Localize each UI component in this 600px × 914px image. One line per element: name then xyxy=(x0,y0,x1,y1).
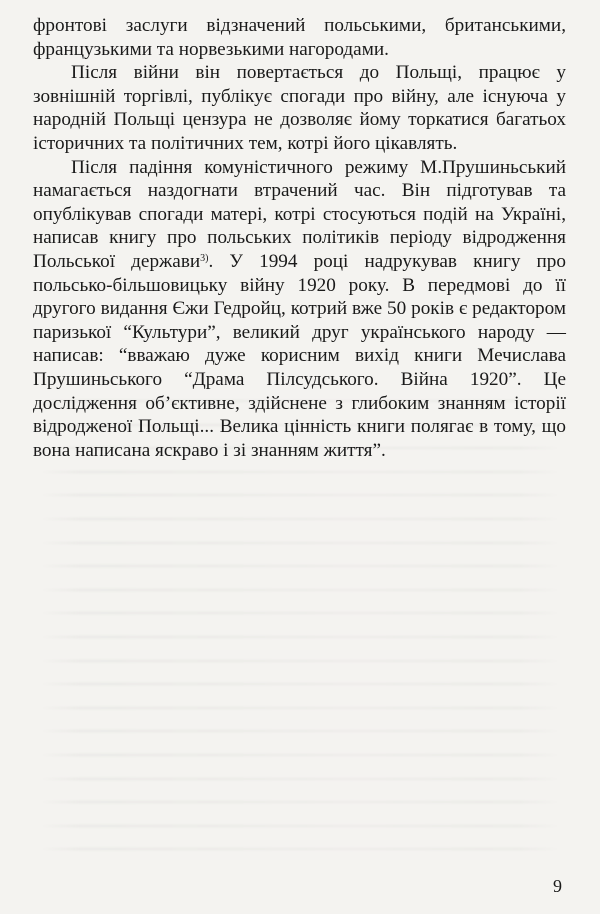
paragraph-2: Після війни він повертається до Польщі, працює у зовнішній торгівлі, публікує спогади про війну, але існуюча у народній Польщі цензура не дозволяє йому торкатися багатьох історичних та політичних тем, котрі його цікавлять. xyxy=(33,62,566,154)
body-text xyxy=(33,14,566,462)
page-number: 9 xyxy=(553,876,562,896)
paragraph-1: фронтові заслуги відзначений польськими, британськими, французькими та норвезькими нагородами. xyxy=(33,15,566,60)
show-through-texture xyxy=(40,400,560,860)
paragraph-3-text-end: . У 1994 році надрукував книгу про польсько-більшовицьку війну 1920 року. В передмові до її другого видання Єжи Гедройц, котрий вже 50 років є редактором паризької “Культури”, великий друг українського народу — написав: “вважаю дуже корисним вихід книги Мечислава Прушиньського “Драма Пілсудського. Війна 1920”. Це дослідження об’єктивне, здійснене з глибоким знанням історії відродженої Польщі... Велика цінність книги полягає в тому, що вона написана яскраво і зі знанням життя”. xyxy=(33,250,566,461)
footnote-mark: 3) xyxy=(200,252,209,264)
paragraph-3 xyxy=(33,156,566,463)
paragraph-3-text-start: Після падіння комуністичного режиму М.Прушиньський намагається наздогнати втрачений час. Він підготував та опублікував спогади матері, котрі стосуються подій на Україні, написав книгу про польських політиків періоду відродження Польської держави xyxy=(33,156,566,272)
